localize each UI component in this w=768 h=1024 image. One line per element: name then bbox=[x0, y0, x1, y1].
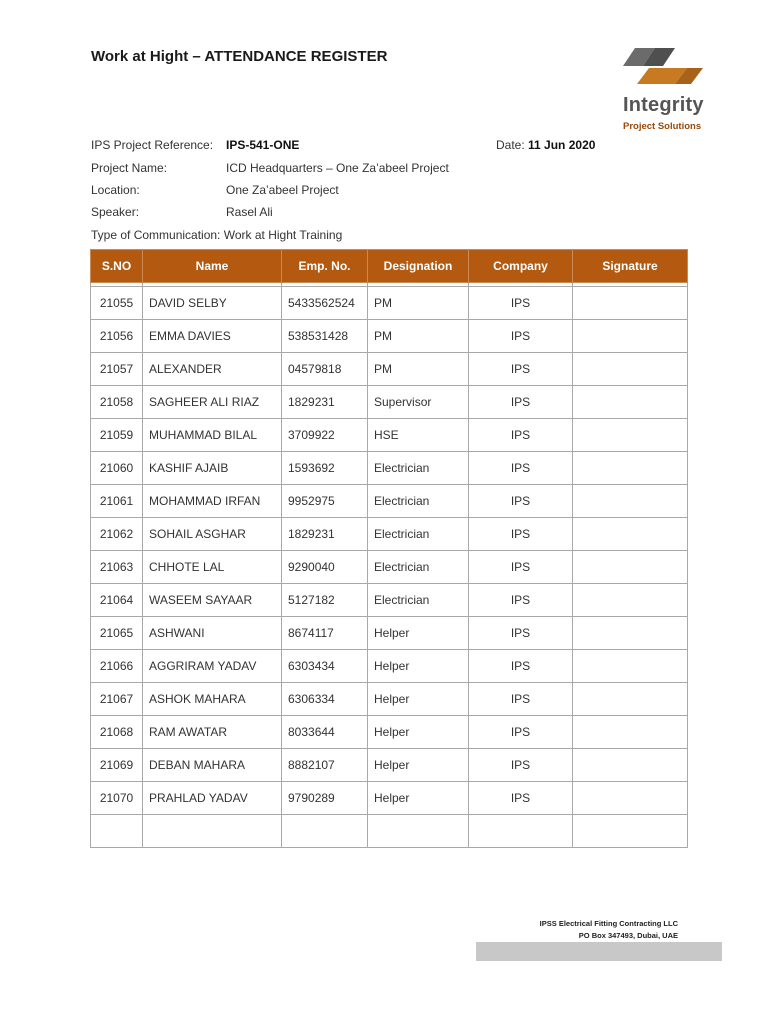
cell-signature[interactable] bbox=[573, 287, 688, 320]
cell-name: MOHAMMAD IRFAN bbox=[143, 485, 282, 518]
project-name-label: Project Name: bbox=[91, 161, 168, 175]
cell-sno: 21070 bbox=[91, 782, 143, 815]
cell-company: IPS bbox=[469, 650, 573, 683]
date-value: 11 Jun 2020 bbox=[528, 138, 596, 152]
table-row bbox=[91, 287, 688, 320]
cell-sno: 21068 bbox=[91, 716, 143, 749]
cell-emp-no bbox=[282, 815, 368, 848]
date-field bbox=[496, 138, 595, 152]
table-row bbox=[91, 485, 688, 518]
cell-company bbox=[469, 815, 573, 848]
cell-sno: 21069 bbox=[91, 749, 143, 782]
cell-signature[interactable] bbox=[573, 683, 688, 716]
cell-designation: Helper bbox=[368, 716, 469, 749]
cell-sno bbox=[91, 815, 143, 848]
cell-signature[interactable] bbox=[573, 518, 688, 551]
table-row bbox=[91, 815, 688, 848]
cell-sno: 21059 bbox=[91, 419, 143, 452]
location-label: Location: bbox=[91, 183, 140, 197]
cell-name: RAM AWATAR bbox=[143, 716, 282, 749]
cell-emp-no: 1829231 bbox=[282, 518, 368, 551]
cell-designation: HSE bbox=[368, 419, 469, 452]
communication-type-value: Work at Hight Training bbox=[223, 228, 343, 242]
cell-signature[interactable] bbox=[573, 419, 688, 452]
cell-name: CHHOTE LAL bbox=[143, 551, 282, 584]
table-row bbox=[91, 650, 688, 683]
table-row bbox=[91, 386, 688, 419]
cell-emp-no: 1829231 bbox=[282, 386, 368, 419]
table-row bbox=[91, 320, 688, 353]
cell-sno: 21064 bbox=[91, 584, 143, 617]
cell-company: IPS bbox=[469, 353, 573, 386]
cell-sno: 21062 bbox=[91, 518, 143, 551]
footer-company-name: IPSS Electrical Fitting Contracting LLC bbox=[539, 919, 678, 928]
cell-designation: Helper bbox=[368, 749, 469, 782]
cell-sno: 21058 bbox=[91, 386, 143, 419]
cell-name: DAVID SELBY bbox=[143, 287, 282, 320]
cell-company: IPS bbox=[469, 584, 573, 617]
location-value: One Za’abeel Project bbox=[226, 183, 339, 197]
cell-signature[interactable] bbox=[573, 485, 688, 518]
cell-signature[interactable] bbox=[573, 353, 688, 386]
cell-company: IPS bbox=[469, 617, 573, 650]
cell-name: ASHWANI bbox=[143, 617, 282, 650]
logo-brand-subtitle: Project Solutions bbox=[623, 121, 702, 132]
cell-emp-no: 8674117 bbox=[282, 617, 368, 650]
cell-signature[interactable] bbox=[573, 716, 688, 749]
cell-company: IPS bbox=[469, 551, 573, 584]
cell-company: IPS bbox=[469, 518, 573, 551]
attendance-table bbox=[90, 249, 688, 848]
cell-sno: 21057 bbox=[91, 353, 143, 386]
cell-signature[interactable] bbox=[573, 320, 688, 353]
cell-name: MUHAMMAD BILAL bbox=[143, 419, 282, 452]
cell-emp-no: 5433562524 bbox=[282, 287, 368, 320]
cell-designation: Helper bbox=[368, 617, 469, 650]
col-header-sno: S.NO bbox=[91, 250, 143, 283]
company-footer bbox=[470, 918, 678, 942]
cell-name: EMMA DAVIES bbox=[143, 320, 282, 353]
cell-name: SAGHEER ALI RIAZ bbox=[143, 386, 282, 419]
cell-name: AGGRIRAM YADAV bbox=[143, 650, 282, 683]
cell-company: IPS bbox=[469, 386, 573, 419]
cell-sno: 21066 bbox=[91, 650, 143, 683]
table-row bbox=[91, 452, 688, 485]
cell-company: IPS bbox=[469, 320, 573, 353]
project-ref-label: IPS Project Reference: bbox=[91, 138, 214, 152]
cell-designation: Electrician bbox=[368, 485, 469, 518]
col-header-company: Company bbox=[469, 250, 573, 283]
cell-designation: Electrician bbox=[368, 551, 469, 584]
document-title: Work at Hight – ATTENDANCE REGISTER bbox=[91, 48, 388, 65]
cell-emp-no: 9290040 bbox=[282, 551, 368, 584]
communication-type-label: Type of Communication: bbox=[91, 228, 221, 242]
cell-emp-no: 8882107 bbox=[282, 749, 368, 782]
cell-emp-no: 6303434 bbox=[282, 650, 368, 683]
cell-signature[interactable] bbox=[573, 815, 688, 848]
col-header-signature: Signature bbox=[573, 250, 688, 283]
col-header-name: Name bbox=[143, 250, 282, 283]
logo-mark-icon bbox=[615, 42, 705, 94]
cell-designation: Helper bbox=[368, 650, 469, 683]
cell-signature[interactable] bbox=[573, 617, 688, 650]
cell-designation: PM bbox=[368, 353, 469, 386]
table-row bbox=[91, 518, 688, 551]
cell-sno: 21063 bbox=[91, 551, 143, 584]
cell-sno: 21065 bbox=[91, 617, 143, 650]
cell-emp-no: 9790289 bbox=[282, 782, 368, 815]
cell-emp-no: 04579818 bbox=[282, 353, 368, 386]
table-row bbox=[91, 716, 688, 749]
cell-company: IPS bbox=[469, 287, 573, 320]
cell-name: PRAHLAD YADAV bbox=[143, 782, 282, 815]
project-ref-value: IPS-541-ONE bbox=[226, 138, 300, 152]
cell-designation: Helper bbox=[368, 683, 469, 716]
cell-name bbox=[143, 815, 282, 848]
table-row bbox=[91, 353, 688, 386]
cell-name: KASHIF AJAIB bbox=[143, 452, 282, 485]
cell-sno: 21056 bbox=[91, 320, 143, 353]
cell-sno: 21060 bbox=[91, 452, 143, 485]
cell-company: IPS bbox=[469, 716, 573, 749]
table-row bbox=[91, 683, 688, 716]
cell-signature[interactable] bbox=[573, 749, 688, 782]
company-logo bbox=[615, 42, 725, 137]
speaker-label: Speaker: bbox=[91, 205, 140, 219]
cell-emp-no: 8033644 bbox=[282, 716, 368, 749]
cell-signature[interactable] bbox=[573, 386, 688, 419]
footer-address: PO Box 347493, Dubai, UAE bbox=[578, 931, 678, 940]
cell-designation: PM bbox=[368, 320, 469, 353]
cell-emp-no: 9952975 bbox=[282, 485, 368, 518]
col-header-designation: Designation bbox=[368, 250, 469, 283]
cell-signature[interactable] bbox=[573, 452, 688, 485]
speaker-value: Rasel Ali bbox=[226, 205, 273, 219]
cell-designation: Helper bbox=[368, 782, 469, 815]
table-row bbox=[91, 782, 688, 815]
table-row bbox=[91, 749, 688, 782]
cell-name: ALEXANDER bbox=[143, 353, 282, 386]
cell-sno: 21061 bbox=[91, 485, 143, 518]
cell-signature[interactable] bbox=[573, 650, 688, 683]
cell-designation: Electrician bbox=[368, 584, 469, 617]
cell-company: IPS bbox=[469, 452, 573, 485]
footer-bar bbox=[476, 942, 722, 961]
cell-emp-no: 5127182 bbox=[282, 584, 368, 617]
project-name-value: ICD Headquarters – One Za’abeel Project bbox=[226, 161, 449, 175]
cell-name: ASHOK MAHARA bbox=[143, 683, 282, 716]
cell-signature[interactable] bbox=[573, 584, 688, 617]
cell-company: IPS bbox=[469, 749, 573, 782]
cell-designation: Supervisor bbox=[368, 386, 469, 419]
col-header-emp-no: Emp. No. bbox=[282, 250, 368, 283]
table-row bbox=[91, 584, 688, 617]
cell-emp-no: 538531428 bbox=[282, 320, 368, 353]
cell-company: IPS bbox=[469, 419, 573, 452]
cell-name: SOHAIL ASGHAR bbox=[143, 518, 282, 551]
cell-emp-no: 1593692 bbox=[282, 452, 368, 485]
cell-designation: PM bbox=[368, 287, 469, 320]
cell-company: IPS bbox=[469, 782, 573, 815]
cell-signature[interactable] bbox=[573, 782, 688, 815]
cell-name: WASEEM SAYAAR bbox=[143, 584, 282, 617]
cell-company: IPS bbox=[469, 485, 573, 518]
cell-emp-no: 3709922 bbox=[282, 419, 368, 452]
cell-designation bbox=[368, 815, 469, 848]
cell-sno: 21055 bbox=[91, 287, 143, 320]
date-label: Date: bbox=[496, 138, 525, 152]
cell-emp-no: 6306334 bbox=[282, 683, 368, 716]
cell-company: IPS bbox=[469, 683, 573, 716]
cell-name: DEBAN MAHARA bbox=[143, 749, 282, 782]
table-header-row bbox=[91, 250, 688, 283]
table-row bbox=[91, 617, 688, 650]
attendance-table-body bbox=[91, 283, 688, 848]
table-row bbox=[91, 419, 688, 452]
cell-signature[interactable] bbox=[573, 551, 688, 584]
cell-designation: Electrician bbox=[368, 518, 469, 551]
communication-type bbox=[91, 228, 342, 242]
table-row bbox=[91, 551, 688, 584]
logo-brand-name: Integrity bbox=[623, 94, 704, 116]
cell-designation: Electrician bbox=[368, 452, 469, 485]
cell-sno: 21067 bbox=[91, 683, 143, 716]
